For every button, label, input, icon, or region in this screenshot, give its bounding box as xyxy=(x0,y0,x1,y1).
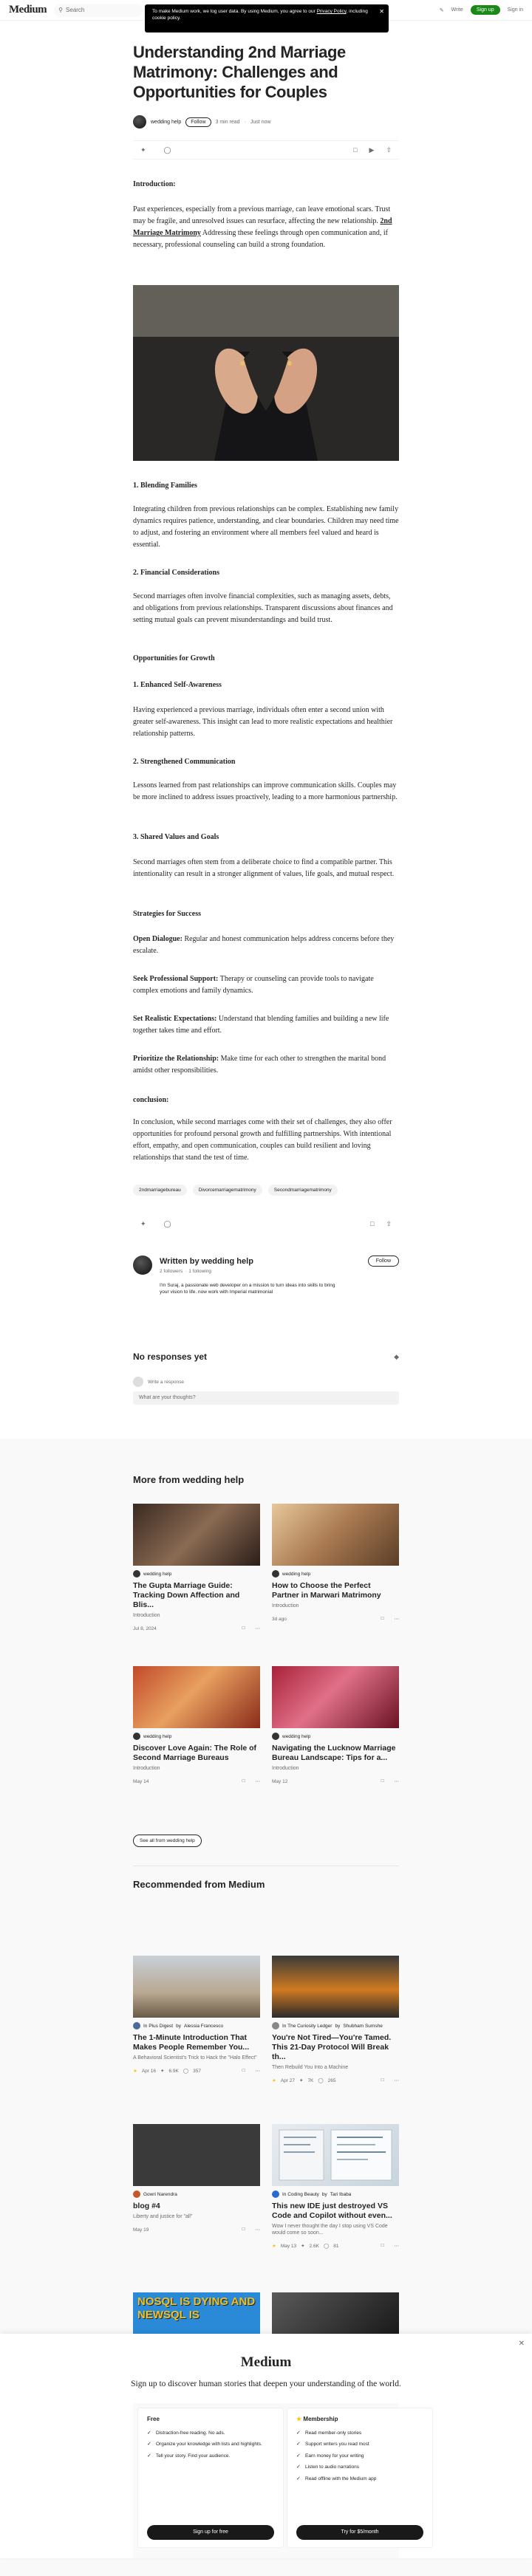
section-blending-families-heading: 1. Blending Families xyxy=(133,482,197,490)
strategy-realistic-expectations-text: Understand that blending families and building a new life together takes time and effort. xyxy=(133,1015,389,1035)
bookmark-icon[interactable]: □ xyxy=(353,145,358,154)
strategy-professional-support xyxy=(133,973,399,997)
bookmark-icon[interactable]: □ xyxy=(242,2227,245,2233)
author-bio: I'm Suraj, a passionate web developer on a mission to turn ideas into skills to bring your vision to life. now work with Imperial matrimonial xyxy=(160,1283,335,1295)
follow-counts xyxy=(160,1269,211,1274)
rec-card-title[interactable]: blog #4 xyxy=(133,2202,160,2210)
rec-thumbnail-nosql[interactable]: NOSQL IS DYING AND NEWSQL IS xyxy=(133,2292,260,2334)
star-icon: ★ xyxy=(272,2078,276,2084)
comment-icon: ◯ xyxy=(183,2069,189,2075)
rec-card-author[interactable]: Alessia Francesco xyxy=(183,2023,224,2029)
rec-card-date: Apr 16 xyxy=(141,2068,156,2074)
more-card-title[interactable]: The Gupta Marriage Guide: Tracking Down Affection and Blis... xyxy=(133,1581,240,1610)
privacy-policy-link[interactable]: Privacy Policy xyxy=(316,9,347,14)
bookmark-icon[interactable]: □ xyxy=(242,1778,245,1784)
more-card-meta xyxy=(133,1733,260,1740)
self-awareness-heading: 1. Enhanced Self-Awareness xyxy=(133,681,222,689)
intro-text-1: Past experiences, especially from a previous marriage, can leave emotional scars. Trust may be fragile, and unresolved issues can resurface, affecting the new relationship. xyxy=(133,205,391,225)
follow-button[interactable]: Follow xyxy=(185,117,211,127)
rec-card-footer xyxy=(272,2077,399,2083)
bottom-action-bar xyxy=(133,1214,399,1233)
recommended-title: Recommended from Medium xyxy=(133,1879,265,1890)
strategy-prioritize-relationship xyxy=(133,1053,399,1077)
more-card-subtitle: Introduction xyxy=(133,1613,160,1619)
more-card-author[interactable]: wedding help xyxy=(282,1733,311,1739)
more-options-icon[interactable]: ⋯ xyxy=(255,1779,260,1785)
intro-heading: Introduction: xyxy=(133,180,176,188)
shared-values-heading: 3. Shared Values and Goals xyxy=(133,833,219,841)
rec-card-subtitle: Liberty and justice for "all" xyxy=(133,2214,193,2220)
followers-count[interactable]: 2 followers xyxy=(160,1269,183,1274)
follow-counts-separator: · xyxy=(185,1269,187,1274)
search-placeholder: Search xyxy=(66,7,85,13)
signup-modal xyxy=(0,2334,532,2558)
more-options-icon[interactable]: ⋯ xyxy=(394,1617,399,1623)
rec-card-comments: 357 xyxy=(193,2068,201,2074)
rec-card-comments: 81 xyxy=(333,2243,339,2249)
section-financial-heading: 2. Financial Considerations xyxy=(133,569,219,577)
more-card-date: May 14 xyxy=(133,1778,149,1784)
intro-text-2: Addressing these feelings through open communication and, if necessary, professional counseling can build a strong foundation. xyxy=(133,229,388,249)
free-plan-card xyxy=(137,2408,284,2548)
more-card-author[interactable]: wedding help xyxy=(143,1733,172,1739)
free-feature: ✓ Distraction-free reading. No ads. xyxy=(147,2430,274,2436)
avatar[interactable] xyxy=(133,115,146,129)
rec-card-thumbnail[interactable] xyxy=(133,2124,260,2186)
article-image-hands xyxy=(133,285,399,461)
article-action-bar xyxy=(133,140,399,160)
comment-icon: ◯ xyxy=(323,2244,330,2250)
read-time: 3 min read xyxy=(215,119,240,125)
try-membership-button[interactable]: Try for $5/month xyxy=(296,2525,423,2540)
strategy-professional-support-text: Therapy or counseling can provide tools to navigate complex emotions and family dynamics. xyxy=(133,975,374,995)
self-awareness-text: Having experienced a previous marriage, individuals often enter a second union with greater self-awareness. This insight can lead to more realistic expectations and healthier relationship patterns. xyxy=(133,706,393,738)
rec-card-author[interactable]: Tari Ibaba xyxy=(330,2191,352,2197)
rec-card-3[interactable] xyxy=(133,2124,260,2233)
membership-plan-card xyxy=(287,2408,433,2548)
follow-button[interactable]: Follow xyxy=(368,1256,399,1267)
signup-free-button[interactable]: Sign up for free xyxy=(147,2525,274,2540)
strategy-open-dialogue-label: Open Dialogue: xyxy=(133,935,183,943)
membership-plan-features xyxy=(296,2430,423,2482)
author-name[interactable]: wedding help xyxy=(151,119,182,125)
bookmark-icon[interactable]: □ xyxy=(370,1219,375,1227)
share-icon[interactable]: ⇧ xyxy=(386,1219,392,1227)
more-card-author[interactable]: wedding help xyxy=(143,1571,172,1577)
free-feature: ✓ Organize your knowledge with lists and highlights. xyxy=(147,2441,274,2447)
intro-paragraph xyxy=(133,204,399,251)
strategy-open-dialogue-text: Regular and honest communication helps address concerns before they escalate. xyxy=(133,935,395,955)
comment-icon[interactable]: ◯ xyxy=(163,1219,171,1227)
membership-feature: ✓ Support writers you read most xyxy=(296,2441,423,2447)
strategy-open-dialogue xyxy=(133,934,399,957)
modal-logo: Medium xyxy=(240,2354,292,2370)
author-avatar[interactable] xyxy=(133,1256,152,1275)
rec-card-by: by xyxy=(176,2023,181,2029)
top-right-actions xyxy=(440,5,523,15)
free-plan-title: Free xyxy=(147,2416,160,2422)
rec-card-meta xyxy=(272,2022,399,2029)
rec-card-thumbnail[interactable] xyxy=(133,1956,260,2018)
clap-icon: ✦ xyxy=(301,2244,305,2250)
more-card-2[interactable] xyxy=(272,1504,399,1622)
more-card-date: 3d ago xyxy=(272,1616,287,1622)
membership-plan-title-row xyxy=(296,2416,423,2422)
rec-card-meta xyxy=(133,2190,260,2198)
rec-card-claps: 7K xyxy=(307,2077,314,2083)
rec-card-pub[interactable]: In The Curiosity Ledger xyxy=(282,2023,332,2029)
rec-card-title[interactable]: This new IDE just destroyed VS Code and Copilot without even... xyxy=(272,2202,392,2221)
more-card-date: Jul 8, 2024 xyxy=(133,1626,157,1631)
dot-separator: · xyxy=(244,119,246,125)
rec-card-2[interactable] xyxy=(272,1956,399,2083)
hands-heart-illustration xyxy=(133,285,399,461)
rec-card-claps: 6.9K xyxy=(168,2068,179,2074)
rec-card-date: May 13 xyxy=(280,2243,297,2249)
written-by-title[interactable]: Written by wedding help xyxy=(160,1257,253,1266)
play-icon[interactable]: ▶ xyxy=(369,145,375,154)
section-blending-families-text: Integrating children from previous relationships can be complex. Establishing new family dynamics requires patience, understanding, and clear boundaries. Children may need time to adjust, and fostering an environment where all members feel valued and heard is essential. xyxy=(133,505,399,549)
clap-icon: ✦ xyxy=(160,2069,165,2075)
rec-card-comments: 265 xyxy=(327,2077,336,2083)
more-options-icon[interactable]: ⋯ xyxy=(255,2227,260,2233)
membership-feature: ✓ Listen to audio narrations xyxy=(296,2464,423,2470)
comment-icon[interactable]: ◯ xyxy=(163,145,171,154)
section-financial-text: Second marriages often involve financial complexities, such as managing assets, debts, and obligations from previous relationships. Transparent discussions about finances and setting mutual goals can prevent misunderstandings and build trust. xyxy=(133,592,393,624)
author-avatar xyxy=(272,1570,279,1578)
rec-card-date: Apr 27 xyxy=(280,2077,295,2083)
rec-thumbnail-laptop[interactable] xyxy=(272,2292,399,2334)
rec-card-meta xyxy=(133,2022,260,2029)
more-card-thumbnail[interactable] xyxy=(133,1504,260,1566)
publication-icon xyxy=(272,2190,279,2198)
rec-card-4[interactable] xyxy=(272,2124,399,2249)
rec-card-author[interactable]: Gowri Narendra xyxy=(143,2191,177,2197)
more-card-subtitle: Introduction xyxy=(272,1766,299,1772)
cookie-text: To make Medium work, we log user data. By using Medium, you agree to our xyxy=(152,9,317,14)
search-box[interactable] xyxy=(54,4,143,17)
rec-card-pub[interactable]: In Plus Digest xyxy=(143,2023,174,2029)
membership-feature: ✓ Earn money for your writing xyxy=(296,2453,423,2459)
conclusion-text: In conclusion, while second marriages come with their set of challenges, they also offer opportunities for profound personal growth and fulfilling partnerships. With intentional effort, empathy, and open communication, couples can build resilient and loving relationships that stand the test of time. xyxy=(133,1118,392,1162)
author-avatar xyxy=(133,1570,140,1578)
close-icon[interactable]: ✕ xyxy=(379,8,384,15)
rec-card-thumbnail[interactable] xyxy=(272,1956,399,2018)
bookmark-icon[interactable]: □ xyxy=(381,2243,384,2249)
more-card-thumbnail[interactable] xyxy=(133,1666,260,1728)
more-card-meta xyxy=(133,1570,260,1578)
free-feature: ✓ Tell your story. Find your audience. xyxy=(147,2453,274,2459)
cookie-text-2: , including cookie policy. xyxy=(152,9,368,21)
free-plan-features xyxy=(147,2430,274,2459)
rec-card-1[interactable] xyxy=(133,1956,260,2074)
clap-icon: ✦ xyxy=(299,2078,304,2084)
bookmark-icon[interactable]: □ xyxy=(381,2077,384,2083)
author-avatar xyxy=(133,2190,140,2198)
more-card-footer xyxy=(272,1778,399,1784)
write-icon[interactable]: ✎ xyxy=(439,7,444,13)
see-all-button[interactable]: See all from wedding help xyxy=(133,1835,202,1847)
rec-card-title[interactable]: The 1-Minute Introduction That Makes People Remember You... xyxy=(133,2033,250,2052)
more-card-title[interactable]: Discover Love Again: The Role of Second Marriage Bureaus xyxy=(133,1744,257,1763)
star-icon: ★ xyxy=(296,2416,302,2422)
write-response-row xyxy=(133,1377,399,1387)
bookmark-icon[interactable]: □ xyxy=(242,1626,245,1631)
more-card-meta xyxy=(272,1570,399,1578)
growth-heading: Opportunities for Growth xyxy=(133,654,215,662)
rec-card-subtitle: Then Rebuild You Into a Machine xyxy=(272,2065,349,2071)
signup-button[interactable]: Sign up xyxy=(471,5,500,15)
medium-logo[interactable]: Medium xyxy=(9,4,47,16)
more-options-icon[interactable]: ⋯ xyxy=(394,1779,399,1785)
more-card-thumbnail[interactable] xyxy=(272,1666,399,1728)
more-card-1[interactable] xyxy=(133,1504,260,1631)
rec-card-meta xyxy=(272,2190,399,2198)
rec-card-footer xyxy=(272,2243,399,2249)
more-options-icon[interactable]: ⋯ xyxy=(255,2069,260,2075)
shared-values-text: Second marriages often stem from a deliberate choice to find a compatible partner. This intentionality can result in a stronger alignment of values, life goals, and mutual respect. xyxy=(133,858,395,878)
author-row xyxy=(133,115,271,129)
tag-divorcemarriagematrimony[interactable]: Divorcemarriagematrimony xyxy=(193,1185,262,1196)
rec-card-subtitle: Wow I never thought the day I stop using VS Code would come so soon... xyxy=(272,2224,388,2236)
rec-card-title[interactable]: You're Not Tired—You're Tamed. This 21-Day Protocol Will Break th... xyxy=(272,2033,392,2062)
modal-subtitle: Sign up to discover human stories that deepen your understanding of the world. xyxy=(131,2380,401,2388)
more-card-footer xyxy=(272,1616,399,1622)
article-title: Understanding 2nd Marriage Matrimony: Challenges and Opportunities for Couples xyxy=(133,43,346,101)
bookmark-icon[interactable]: □ xyxy=(242,2068,245,2074)
search-icon: ⚲ xyxy=(58,7,64,13)
more-card-4[interactable] xyxy=(272,1666,399,1784)
strategy-professional-support-label: Seek Professional Support: xyxy=(133,975,219,983)
more-card-footer xyxy=(133,1778,260,1784)
bookmark-icon[interactable]: □ xyxy=(381,1778,384,1784)
code-screenshot-illustration xyxy=(272,2124,399,2186)
following-count[interactable]: 1 following xyxy=(188,1269,211,1274)
rec-card-author[interactable]: Shubham Sumshe xyxy=(343,2023,383,2029)
tag-secondmarriagematrimony[interactable]: Secondmarriagematrimony xyxy=(268,1185,338,1196)
more-options-icon[interactable]: ⋯ xyxy=(255,1626,260,1632)
published-date: Just now xyxy=(250,119,271,125)
response-input[interactable]: What are your thoughts? xyxy=(133,1391,399,1405)
strategies-heading: Strategies for Success xyxy=(133,910,202,918)
more-from-title[interactable]: More from wedding help xyxy=(133,1474,245,1485)
close-icon[interactable]: ✕ xyxy=(518,2340,525,2348)
rec-card-subtitle: A Behavioral Scientist's Trick to Hack the "Halo Effect" xyxy=(133,2055,257,2061)
publication-icon xyxy=(272,2022,279,2029)
author-avatar xyxy=(272,1733,279,1740)
star-icon: ★ xyxy=(133,2069,137,2075)
tag-list xyxy=(133,1185,338,1196)
communication-heading: 2. Strengthened Communication xyxy=(133,758,236,766)
more-options-icon[interactable]: ⋯ xyxy=(394,2244,399,2250)
strategy-realistic-expectations-label: Set Realistic Expectations: xyxy=(133,1015,217,1023)
more-card-thumbnail[interactable] xyxy=(272,1504,399,1566)
membership-feature: ✓ Read member-only stories xyxy=(296,2430,423,2436)
strategy-prioritize-relationship-label: Prioritize the Relationship: xyxy=(133,1055,219,1063)
strategy-prioritize-relationship-text: Make time for each other to strengthen the marital bond amidst other responsibilities. xyxy=(133,1055,386,1075)
more-card-subtitle: Introduction xyxy=(133,1766,160,1772)
rec-card-footer xyxy=(133,2227,260,2233)
comment-icon: ◯ xyxy=(318,2078,324,2084)
more-card-title[interactable]: Navigating the Lucknow Marriage Bureau Landscape: Tips for a... xyxy=(272,1744,396,1763)
membership-feature: ✓ Read offline with the Medium app xyxy=(296,2476,423,2482)
author-avatar xyxy=(133,1733,140,1740)
rec-card-pub[interactable]: In Coding Beauty xyxy=(282,2191,319,2197)
more-card-author[interactable]: wedding help xyxy=(282,1571,311,1577)
publication-icon xyxy=(133,2022,140,2029)
more-card-3[interactable] xyxy=(133,1666,260,1784)
shield-icon[interactable]: ◆ xyxy=(394,1353,399,1360)
write-link[interactable]: Write xyxy=(451,7,463,13)
rec-card-by: by xyxy=(321,2191,327,2197)
communication-text: Lessons learned from past relationships can improve communication skills. Couples may be more inclined to address issues proactively, leading to a more harmonious partnership. xyxy=(133,781,398,801)
rec-card-date: May 19 xyxy=(133,2227,149,2233)
rec-card-claps: 2.6K xyxy=(309,2243,319,2249)
more-options-icon[interactable]: ⋯ xyxy=(394,2078,399,2084)
rec-card-thumbnail[interactable] xyxy=(272,2124,399,2186)
signin-link[interactable]: Sign in xyxy=(507,7,523,13)
matrimony-link[interactable]: 2nd Marriage Matrimony xyxy=(133,217,392,237)
more-card-title[interactable]: How to Choose the Perfect Partner in Marwari Matrimony xyxy=(272,1581,381,1600)
star-icon: ★ xyxy=(272,2244,276,2250)
bookmark-icon[interactable]: □ xyxy=(381,1616,384,1622)
write-response-label: Write a response xyxy=(148,1379,185,1385)
clap-icon[interactable]: ✦ xyxy=(140,145,146,154)
more-card-footer xyxy=(133,1626,260,1631)
responses-title: No responses yet xyxy=(133,1352,208,1362)
rec-card-footer xyxy=(133,2068,260,2074)
conclusion-heading: conclusion: xyxy=(133,1096,169,1104)
responses-section xyxy=(133,1352,399,1405)
strategy-realistic-expectations xyxy=(133,1013,399,1037)
cookie-banner xyxy=(145,4,389,32)
membership-plan-title: Membership xyxy=(303,2416,338,2422)
clap-icon[interactable]: ✦ xyxy=(140,1219,146,1227)
share-icon[interactable]: ⇧ xyxy=(386,145,392,154)
user-avatar xyxy=(133,1377,143,1387)
more-card-date: May 12 xyxy=(272,1778,288,1784)
more-card-meta xyxy=(272,1733,399,1740)
more-card-subtitle: Introduction xyxy=(272,1603,299,1609)
tag-2ndmarriagebureau[interactable]: 2ndmarriagebureau xyxy=(133,1185,187,1196)
rec-card-by: by xyxy=(335,2023,341,2029)
